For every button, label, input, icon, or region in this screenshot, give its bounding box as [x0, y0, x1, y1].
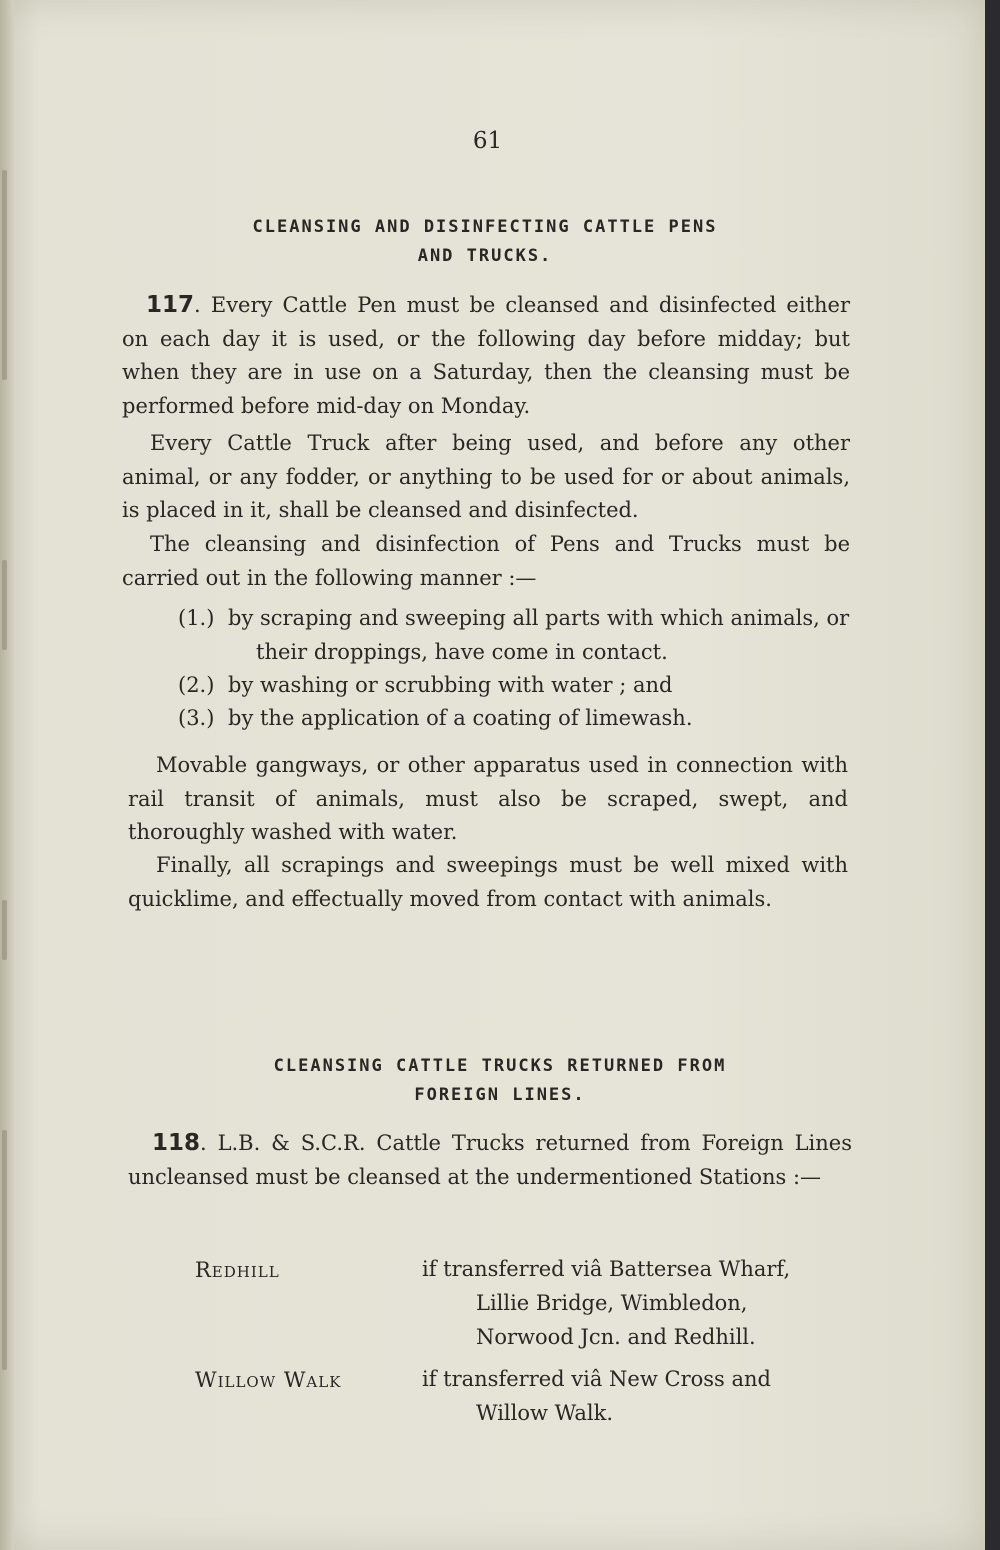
binding-stitch-mark: [2, 900, 7, 960]
period: .: [194, 293, 211, 317]
route-line: if transferred viâ New Cross and: [422, 1367, 771, 1391]
heading-line: CLEANSING AND DISINFECTING CATTLE PENS: [252, 217, 718, 237]
binding-stitch-mark: [2, 170, 7, 380]
station-name: Willow Walk: [195, 1368, 342, 1392]
list-marker: (2.): [178, 673, 215, 697]
section-117-paragraph-1: [122, 289, 850, 423]
page-number: 61: [472, 128, 503, 154]
heading-line: FOREIGN LINES.: [414, 1085, 586, 1105]
section-117-paragraph-2: Every Cattle Truck after being used, and before any other animal, or any fodder, or anything to be used for or about animals, is placed in it, shall be cleansed and disinfected.: [122, 431, 850, 522]
station-route: [422, 1362, 822, 1430]
period: .: [200, 1131, 218, 1155]
binding-stitch-mark: [2, 560, 7, 650]
list-text: by scraping and sweeping all parts with which animals, or their droppings, have come in contact.: [228, 606, 850, 664]
section-117-heading: [160, 213, 810, 271]
list-text: by washing or scrubbing with water ; and: [228, 673, 673, 697]
station-name: Redhill: [195, 1258, 280, 1282]
list-text: by the application of a coating of limewash.: [228, 706, 693, 730]
heading-line: AND TRUCKS.: [417, 246, 553, 266]
list-marker: (1.): [178, 606, 215, 630]
paragraph-text: L.B. & S.C.R. Cattle Trucks returned from Foreign Lines uncleansed must be cleansed at the undermentioned Stations :—: [128, 1131, 852, 1189]
route-line: if transferred viâ Battersea Wharf,: [422, 1257, 791, 1281]
route-line: Lillie Bridge, Wimbledon,: [476, 1291, 748, 1315]
heading-line: CLEANSING CATTLE TRUCKS RETURNED FROM: [273, 1056, 727, 1076]
section-number: 117: [146, 292, 195, 318]
section-118-paragraph-1: [128, 1127, 852, 1194]
section-number: 118: [152, 1130, 201, 1156]
binding-stitch-mark: [2, 1130, 7, 1370]
section-117-paragraph-4: Movable gangways, or other apparatus used in connection with rail transit of animals, must also be scraped, swept, and thoroughly washed with water.: [128, 753, 848, 844]
paragraph-text: Every Cattle Pen must be cleansed and disinfected either on each day it is used, or the following day before midday; but when they are in use on a Saturday, then the cleansing must be performed before mid-day on Monday.: [122, 293, 850, 418]
section-117-paragraph-5: Finally, all scrapings and sweepings must be well mixed with quicklime, and effectually moved from contact with animals.: [128, 853, 848, 911]
section-118-heading: [160, 1052, 840, 1110]
section-117-paragraph-3: The cleansing and disinfection of Pens and Trucks must be carried out in the following manner :—: [122, 532, 850, 590]
route-line: Norwood Jcn. and Redhill.: [476, 1325, 756, 1349]
list-marker: (3.): [178, 706, 215, 730]
station-route: [422, 1252, 822, 1354]
route-line: Willow Walk.: [476, 1401, 614, 1425]
